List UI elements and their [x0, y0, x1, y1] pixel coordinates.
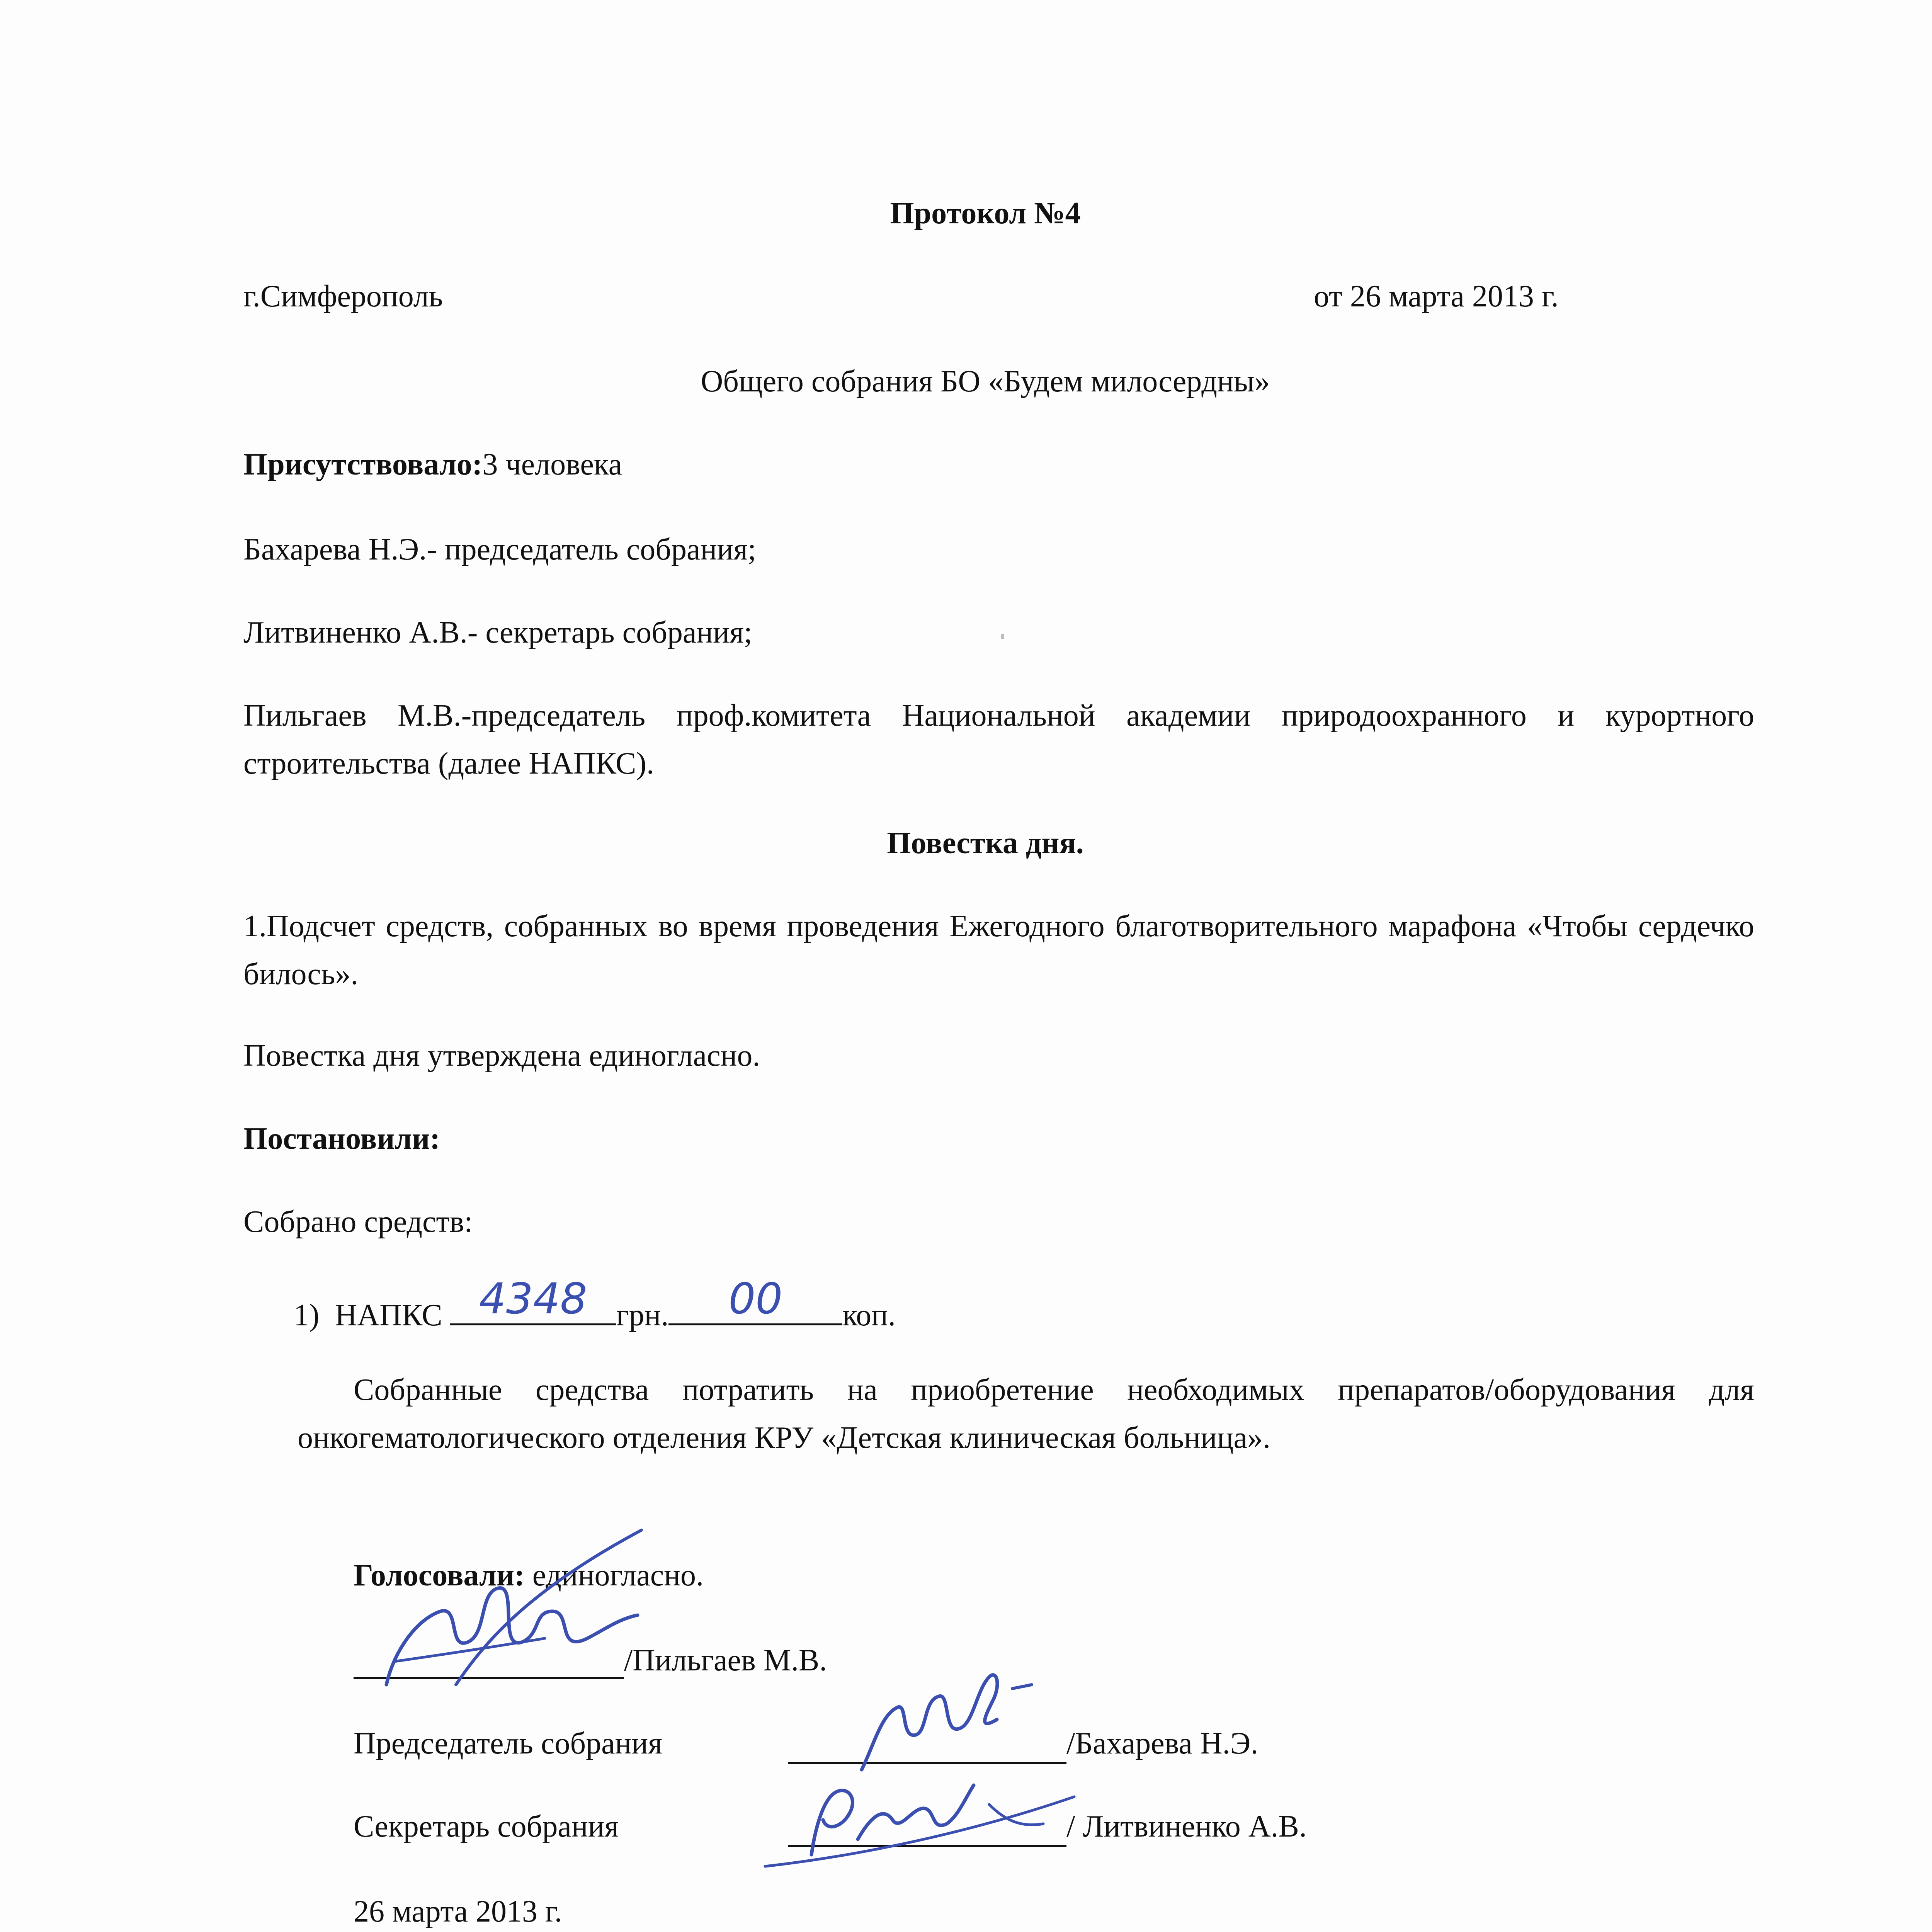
amount-handwritten: 4348 [479, 1274, 587, 1323]
chair-label: Председатель собрания [354, 1726, 663, 1760]
kop-label: коп. [842, 1298, 896, 1332]
item-number: 1) [294, 1298, 320, 1332]
present-label: Присутствовало: [243, 447, 483, 481]
spend-text: Собранные средства потратить на приобретение необходимых препаратов/оборудования для онкогематологического отделения КРУ «Детская клиническая больница». [298, 1373, 1754, 1455]
collected-label: Собрано средств: [243, 1205, 473, 1239]
amount-field [450, 1274, 616, 1325]
voted-value: единогласно. [524, 1558, 704, 1592]
signature-litvinenko [757, 1762, 1082, 1878]
footer-date: 26 марта 2013 г. [354, 1895, 562, 1929]
meeting-name: Общего собрания БО «Будем милосердны» [701, 364, 1270, 398]
header-date: от 26 марта 2013 г. [1314, 279, 1559, 313]
kop-field [668, 1274, 842, 1325]
secretary-name: / Литвиненко А.В. [1066, 1810, 1307, 1844]
voted-label: Голосовали: [354, 1558, 525, 1592]
item-org: НАПКС [335, 1298, 442, 1332]
chair-name: /Бахарева Н.Э. [1066, 1726, 1259, 1760]
secretary-label: Секретарь собрания [354, 1810, 619, 1844]
agenda-item: 1.Подсчет средств, собранных во время проведения Ежегодного благотворительного марафона «Чтобы сердечко билось». [243, 909, 1754, 991]
present-value: 3 человека [482, 447, 622, 481]
document-title: Протокол №4 [890, 196, 1081, 230]
scan-artifact [1001, 634, 1004, 639]
resolved-label: Постановили: [243, 1122, 440, 1156]
signature-pilgaev [371, 1522, 649, 1708]
present-line [243, 444, 622, 485]
attendee-secretary: Литвиненко А.В.- секретарь собрания; [243, 616, 752, 650]
currency-label: грн. [616, 1298, 669, 1332]
signer-1-name: /Пильгаев М.В. [624, 1643, 827, 1677]
city: г.Симферополь [243, 279, 443, 313]
agenda-title: Повестка дня. [887, 826, 1084, 860]
agenda-approved: Повестка дня утверждена единогласно. [243, 1039, 760, 1073]
collected-item [294, 1274, 896, 1335]
attendee-chair: Бахарева Н.Э.- председатель собрания; [243, 532, 757, 566]
kop-handwritten: 00 [728, 1274, 783, 1323]
attendee-union-chair: Пильгаев М.В.-председатель проф.комитета Национальной академии природоохранного и курортного строительства (далее НАПКС). [243, 699, 1754, 781]
